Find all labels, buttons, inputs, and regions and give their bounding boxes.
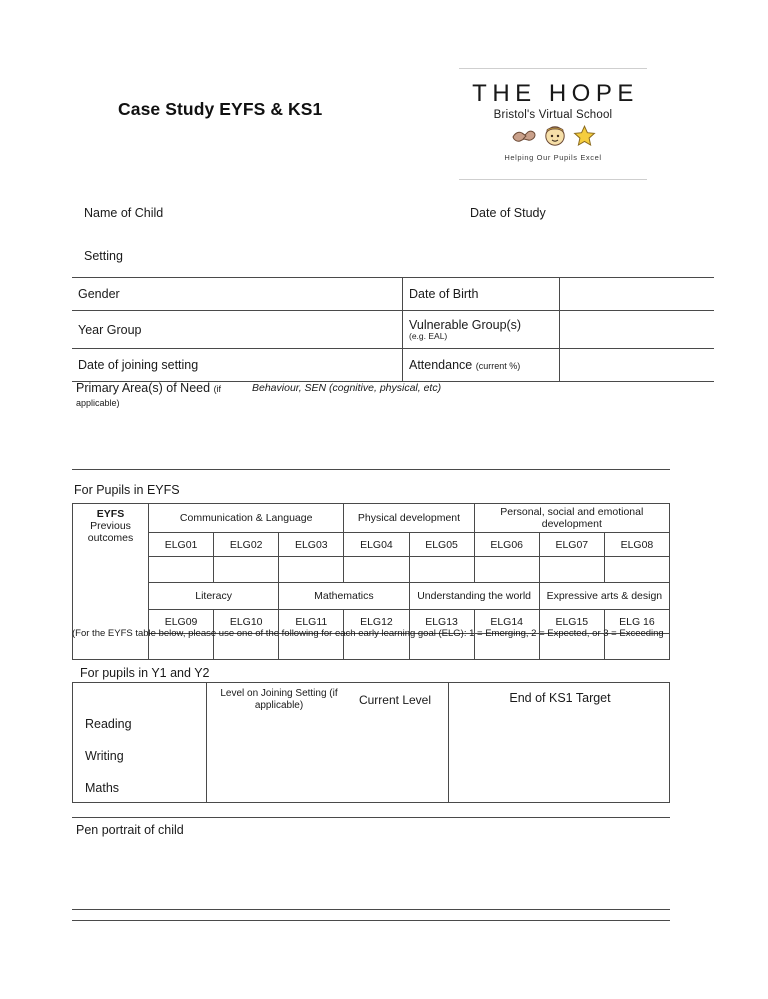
- page-title: Case Study EYFS & KS1: [118, 99, 323, 119]
- cell-date-of-joining-label: Date of joining setting: [72, 349, 403, 382]
- cell-vulnerable-group-value[interactable]: [560, 311, 715, 349]
- eyfs-area-physical: Physical development: [344, 504, 474, 533]
- primary-area-of-need-paren: (if applicable): [76, 384, 222, 409]
- ks1-levels-column[interactable]: [206, 683, 448, 802]
- eyfs-code-elg06: ELG06: [474, 533, 539, 557]
- eyfs-value-elg08[interactable]: [604, 557, 669, 583]
- label-name-of-child: Name of Child: [84, 206, 164, 220]
- eyfs-code-elg10: ELG10: [214, 610, 279, 634]
- pen-portrait-label: Pen portrait of child: [76, 823, 184, 837]
- eyfs-area-communication: Communication & Language: [149, 504, 344, 533]
- table-row: [73, 504, 670, 533]
- ks1-header-current-level: Current Level: [358, 693, 432, 707]
- primary-area-of-need-hint: Behaviour, SEN (cognitive, physical, etc): [252, 382, 442, 394]
- eyfs-area-literacy: Literacy: [149, 583, 279, 610]
- star-icon: [573, 125, 596, 147]
- document-header: [0, 0, 768, 190]
- ks1-header-end-of-ks1-target: End of KS1 Target: [509, 691, 611, 705]
- cell-date-of-birth-label: [403, 278, 560, 311]
- vulnerable-group-note: (e.g. EAL): [409, 331, 448, 341]
- ks1-section-caption: For pupils in Y1 and Y2: [80, 666, 210, 680]
- ks1-subject-maths: Maths: [85, 781, 120, 795]
- eyfs-value-elg03[interactable]: [279, 557, 344, 583]
- pen-portrait-block[interactable]: [72, 817, 670, 910]
- primary-area-of-need-text: Primary Area(s) of Need: [76, 381, 211, 395]
- attendance-note: (current %): [475, 361, 521, 371]
- table-row: [73, 533, 670, 557]
- date-of-birth-text: Date of Birth: [409, 287, 479, 301]
- eyfs-code-elg07: ELG07: [539, 533, 604, 557]
- ks1-header-level-on-joining: Level on Joining Setting (if applicable): [220, 688, 338, 711]
- eyfs-value-elg01[interactable]: [149, 557, 214, 583]
- vulnerable-group-text: Vulnerable Group(s): [409, 318, 522, 332]
- eyfs-code-elg02: ELG02: [214, 533, 279, 557]
- table-row: [72, 278, 714, 311]
- eyfs-code-elg04: ELG04: [344, 533, 409, 557]
- smiley-face-icon: [544, 125, 566, 147]
- ks1-target-column[interactable]: [448, 683, 671, 802]
- table-row: [72, 311, 714, 349]
- cell-date-of-birth-value[interactable]: [560, 278, 715, 311]
- primary-area-of-need-block: [72, 377, 670, 470]
- handshake-icon: [511, 126, 537, 146]
- eyfs-section-caption: For Pupils in EYFS: [74, 483, 180, 497]
- eyfs-code-elg11: ELG11: [279, 610, 344, 634]
- eyfs-code-elg09: ELG09: [149, 610, 214, 634]
- eyfs-area-expressive-arts: Expressive arts & design: [539, 583, 669, 610]
- table-row: [73, 583, 670, 610]
- school-logo: [459, 68, 647, 180]
- eyfs-area-mathematics: Mathematics: [279, 583, 409, 610]
- eyfs-value-elg05[interactable]: [409, 557, 474, 583]
- eyfs-code-elg13: ELG13: [409, 610, 474, 634]
- eyfs-code-elg16: ELG 16: [604, 610, 669, 634]
- label-date-of-study: Date of Study: [470, 206, 546, 220]
- eyfs-code-elg03: ELG03: [279, 533, 344, 557]
- label-setting: Setting: [84, 249, 123, 263]
- logo-subtitle: Bristol's Virtual School: [493, 109, 613, 121]
- bottom-divider: [72, 920, 670, 921]
- eyfs-area-understanding-world: Understanding the world: [409, 583, 539, 610]
- logo-tagline: Helping Our Pupils Excel: [504, 153, 602, 162]
- logo-icon-row: [459, 124, 647, 148]
- child-info-table: [72, 277, 714, 382]
- eyfs-scoring-note: (For the EYFS table below, please use one of the following for each early learning goal (ELG): 1 = Emerging, 2 = Expected, or 3 = Exceeding: [72, 628, 664, 639]
- cell-year-group-label: Year Group: [72, 311, 403, 349]
- eyfs-value-elg02[interactable]: [214, 557, 279, 583]
- eyfs-code-elg01: ELG01: [149, 533, 214, 557]
- eyfs-area-psed: Personal, social and emotional development: [474, 504, 669, 533]
- ks1-subject-column: [73, 683, 206, 802]
- eyfs-value-elg06[interactable]: [474, 557, 539, 583]
- logo-wordmark: THE HOPE: [472, 80, 639, 107]
- cell-vulnerable-group-label: [403, 311, 560, 349]
- eyfs-side-subtitle: Previous outcomes: [87, 520, 134, 545]
- table-row: [73, 557, 670, 583]
- ks1-levels-table: [72, 682, 670, 803]
- attendance-text: Attendance: [409, 358, 473, 372]
- eyfs-side-title: EYFS: [96, 508, 125, 520]
- eyfs-code-elg05: ELG05: [409, 533, 474, 557]
- eyfs-code-elg08: ELG08: [604, 533, 669, 557]
- eyfs-code-elg15: ELG15: [539, 610, 604, 634]
- eyfs-value-elg04[interactable]: [344, 557, 409, 583]
- cell-gender-label: Gender: [72, 278, 403, 311]
- ks1-subject-writing: Writing: [85, 749, 124, 763]
- eyfs-code-elg14: ELG14: [474, 610, 539, 634]
- eyfs-code-elg12: ELG12: [344, 610, 409, 634]
- eyfs-value-elg07[interactable]: [539, 557, 604, 583]
- ks1-subject-reading: Reading: [85, 717, 132, 731]
- primary-area-of-need-label: [76, 381, 256, 410]
